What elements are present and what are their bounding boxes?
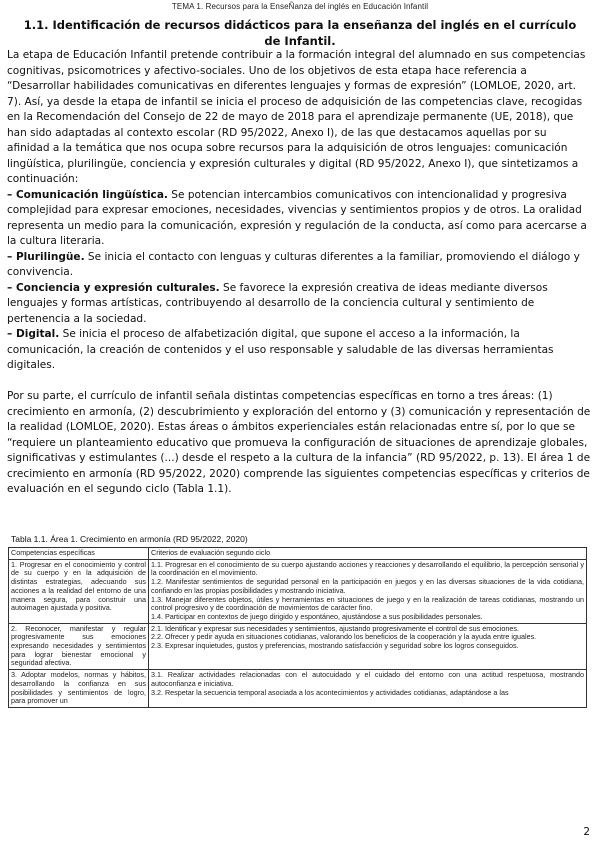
- criterion: 3.2. Respetar la secuencia temporal asociada a los acontecimientos y actividades cotidianas, adaptándose a las: [151, 687, 509, 697]
- bullet-text: Se favorece la expresión creativa de ideas mediante diversos lenguajes y formas artísticas, contribuyendo al desarrollo de la conciencia cultural y sentimiento de pertenencia a la sociedad.: [7, 281, 548, 325]
- competence-cell: 3. Adoptar modelos, normas y hábitos, desarrollando la confianza en sus posibilidades y sentimientos de logro, para promover un: [9, 670, 149, 708]
- criterion: 1.3. Manejar diferentes objetos, útiles y herramientas en situaciones de juego y en la realización de tareas cotidianas, mostrando un control progresivo y de coordinación de movimientos de carácter fino.: [151, 594, 584, 613]
- bullet-digital: [7, 327, 591, 374]
- body-text: [7, 48, 591, 498]
- column-header: Competencias específicas: [9, 548, 149, 560]
- criterion: 2.3. Expresar inquietudes, gustos y preferencias, mostrando satisfacción y seguridad sobre los logros conseguidos.: [151, 641, 519, 651]
- bullet-title: – Digital.: [7, 328, 60, 340]
- criterion: 3.1. Realizar actividades relacionadas con el autocuidado y el cuidado del entorno con una actitud respetuosa, mostrando autoconfianza e iniciativa.: [151, 670, 584, 688]
- table-header-row: [9, 548, 587, 560]
- criteria-cell: [149, 670, 587, 708]
- bullet-cultural: [7, 281, 591, 328]
- bullet-title: – Conciencia y expresión culturales.: [7, 281, 220, 294]
- bullet-title: – Comunicación lingüística.: [7, 188, 168, 201]
- bullet-text: Se inicia el contacto con lenguas y culturas diferentes a la familiar, promoviendo el diálogo y convivencia.: [7, 250, 580, 278]
- page-number: 2: [583, 826, 590, 838]
- criterion: 2.1. Identificar y expresar sus necesidades y sentimientos, ajustando progresivamente el control de sus emociones.: [151, 623, 519, 633]
- criterion: 1.2. Manifestar sentimientos de seguridad personal en la participación en juegos y en las diversas situaciones de la vida cotidiana, confiando en las propias posibilidades y mostrando iniciativa.: [151, 577, 584, 595]
- section-title: 1.1. Identificación de recursos didácticos para la enseñanza del inglés en el currículo de Infantil.: [23, 18, 577, 48]
- criterion: 1.1. Progresar en el conocimiento de su cuerpo ajustando acciones y reacciones y desarrollando el equilibrio, la percepción sensorial y la coordinación en el movimiento.: [151, 559, 584, 578]
- criteria-cell: [149, 623, 587, 670]
- table-row: [9, 670, 587, 708]
- table-row: [9, 559, 587, 623]
- curriculum-paragraph: Por su parte, el currículo de infantil señala distintas competencias específicas en torno a tres áreas: (1) crecimiento en armonía, (2) descubrimiento y exploración del entorno y (3) comunicación y representación de la realidad (LOMLOE, 2020). Estas áreas o ámbitos experienciales están relacionadas entre sí, por lo que se “requiere un planteamiento educativo que promueva la configuración de situaciones de aprendizaje globales, significativas y estimulantes (...) desde el respeto a la cultura de la infancia” (RD 95/2022, p. 13). El área 1 de crecimiento en armonía (RD 95/2022, 2020) comprende las siguientes competencias específicas y criterios de evaluación en el segundo ciclo (Tabla 1.1).: [7, 390, 591, 495]
- competence-cell: 2. Reconocer, manifestar y regular progresivamente sus emociones expresando necesidades y sentimientos para lograr bienestar emocional y seguridad afectiva.: [9, 623, 149, 670]
- criterion: 2.2. Ofrecer y pedir ayuda en situaciones cotidianas, valorando los beneficios de la cooperación y la ayuda entre iguales.: [151, 632, 537, 642]
- table-caption: Tabla 1.1. Área 1. Crecimiento en armonía (RD 95/2022, 2020): [11, 534, 248, 544]
- criteria-cell: [149, 559, 587, 623]
- criterion: 1.4. Participar en contextos de juego dirigido y espontáneo, ajustándose a sus posibilidades personales.: [151, 611, 483, 621]
- competences-table: [8, 547, 587, 708]
- bullet-linguistic: [7, 188, 591, 250]
- column-header: Criterios de evaluación segundo ciclo: [149, 548, 587, 560]
- competence-cell: 1. Progresar en el conocimiento y control de su cuerpo y en la adquisición de distintas estrategias, adecuando sus acciones a la realidad del entorno de una manera segura, para construir una autoimagen ajustada y positiva.: [9, 559, 149, 623]
- intro-paragraph: La etapa de Educación Infantil pretende contribuir a la formación integral del alumnado en sus competencias cognitivas, psicomotrices y afectivo-sociales. Uno de los objetivos de esta etapa hace referencia a “Desarrollar habilidades comunicativas en diferentes lenguajes y formas de expresión” (LOMLOE, 2020, art. 7). Así, ya desde la etapa de infantil se inicia el proceso de adquisición de las competencias clave, recogidas en la Recomendación del Consejo de 22 de mayo de 2018 para el aprendizaje permanente (UE, 2018), que han sido adaptadas al contexto escolar (RD 95/2022, Anexo I), de las que destacamos aquellas por su afinidad a la temática que nos ocupa sobre recursos para la adquisición de otros lenguajes: comunicación lingüística, plurilingüe, conciencia y expresión culturales y digital (RD 95/2022, Anexo I), que sintetizamos a continuación:: [7, 49, 586, 185]
- bullet-plurilingual: [7, 250, 591, 281]
- bullet-text: Se potencian intercambios comunicativos con intencionalidad y progresiva complejidad para expresar emociones, necesidades, vivencias y sentimientos propios y de otros. La oralidad representa un medio para la comunicación, expresión y regulación de la conducta, así como para acercarse a la cultura literaria.: [7, 188, 587, 247]
- paragraph-gap: [7, 374, 591, 390]
- table-row: [9, 623, 587, 670]
- bullet-text: Se inicia el proceso de alfabetización digital, que supone el acceso a la información, la comunicación, la creación de contenidos y el uso responsable y saludable de las diversas herramientas digitales.: [7, 328, 554, 371]
- running-header: TEMA 1. Recursos para la EnseÑanza del inglés en Educación Infantil: [171, 2, 429, 11]
- bullet-title: – Plurilingüe.: [7, 250, 85, 263]
